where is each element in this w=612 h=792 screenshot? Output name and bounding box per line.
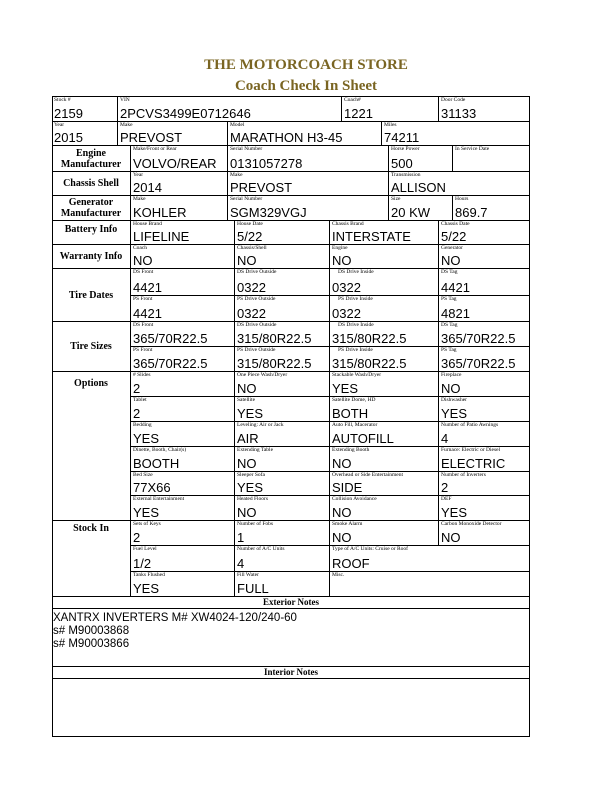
dinette-cell[interactable] [130, 446, 234, 471]
fireplace-label: Fireplace [441, 372, 462, 378]
chassis-make-cell[interactable] [227, 171, 388, 195]
miles-label: Miles [384, 122, 397, 128]
collision-avoidance-cell[interactable] [329, 495, 438, 520]
door-value: 31133 [441, 106, 477, 121]
ts-ds-tag-cell[interactable] [438, 321, 530, 346]
inverters-value: 2 [441, 480, 449, 495]
year-cell[interactable] [52, 121, 117, 145]
heated-floors-cell[interactable] [234, 495, 329, 520]
chassis-date-label: Chassis Date [441, 221, 470, 227]
ts-ds-front-cell[interactable] [130, 321, 234, 346]
td-ps-front-label: PS Front [133, 296, 153, 302]
warranty-coach-cell[interactable] [130, 244, 234, 268]
generator-make-value: KOHLER [133, 205, 187, 220]
bed-size-cell[interactable] [130, 471, 234, 495]
awnings-cell[interactable] [438, 421, 530, 446]
chassis-year-value: 2014 [133, 180, 162, 195]
fuel-level-cell[interactable] [130, 545, 234, 571]
td-ds-drive-out-label: DS Drive Outside [237, 269, 277, 275]
ts-ps-tag-value: 365/70R22.5 [441, 356, 516, 371]
ts-ps-tag-cell[interactable] [438, 346, 530, 371]
tablet-cell[interactable] [130, 396, 234, 421]
generator-hours-value: 869.7 [455, 205, 488, 220]
make-cell[interactable] [117, 121, 227, 145]
td-ds-front-cell[interactable] [130, 268, 234, 295]
keys-value: 2 [133, 530, 141, 545]
td-ds-drive-out-cell[interactable] [234, 268, 329, 295]
autofill-cell[interactable] [329, 421, 438, 446]
slides-label: # Slides [133, 372, 151, 378]
awnings-label: Number of Patio Awnings [441, 422, 499, 428]
satellite-label: Satellite [237, 397, 256, 403]
warranty-coach-value: NO [133, 253, 153, 268]
store-name: THE MOTORCOACH STORE [204, 57, 408, 73]
satellite-dome-value: BOTH [332, 406, 369, 421]
def-value: YES [441, 505, 468, 520]
warranty-generator-cell[interactable] [438, 244, 530, 268]
leveling-label: Leveling: Air or Jack [237, 422, 284, 428]
ac-type-label: Type of A/C Units: Cruise or Roof [332, 546, 409, 552]
ts-ds-drive-in-cell[interactable] [329, 321, 438, 346]
ts-ps-tag-label: PS Tag [441, 347, 457, 353]
keys-cell[interactable] [130, 520, 234, 545]
ts-ds-drive-in-label: DS Drive Inside [338, 322, 374, 328]
exterior-note-line: s# M90003866 [53, 638, 130, 650]
in-service-date-label: In Service Date [455, 146, 490, 152]
fireplace-value: NO [441, 381, 461, 396]
house-brand-value: LIFELINE [133, 229, 190, 244]
ts-ps-drive-in-value: 315/80R22.5 [332, 356, 407, 371]
ts-ps-front-label: PS Front [133, 347, 153, 353]
bedding-label: Bedding [133, 422, 152, 428]
leveling-value: AIR [237, 431, 259, 446]
satellite-dome-label: Satellite Dome, HD [332, 397, 376, 403]
stock-number-cell[interactable] [52, 96, 117, 121]
stackable-cell[interactable] [329, 371, 438, 396]
ac-units-cell[interactable] [234, 545, 329, 571]
battery-section-label: Battery Info [52, 220, 130, 244]
generator-serial-value: SGM329VGJ [230, 205, 307, 220]
satellite-dome-cell[interactable] [329, 396, 438, 421]
collision-avoidance-value: NO [332, 505, 352, 520]
autofill-label: Auto Fill, Macerator [332, 422, 378, 428]
tire-sizes-section-label: Tire Sizes [52, 321, 130, 371]
fobs-cell[interactable] [234, 520, 329, 545]
stock-value: 2159 [54, 106, 83, 121]
house-date-label: House Date [237, 221, 263, 227]
in-service-date-cell[interactable] [452, 145, 530, 171]
coach-label: Coach# [344, 97, 361, 103]
options-section-label: Options [52, 371, 130, 520]
tablet-value: 2 [133, 406, 141, 421]
satellite-value: YES [237, 406, 264, 421]
entertainment-position-value: SIDE [332, 480, 363, 495]
house-brand-cell[interactable] [130, 220, 234, 244]
autofill-value: AUTOFILL [332, 431, 394, 446]
misc-cell[interactable] [329, 571, 530, 596]
door-code-cell[interactable] [438, 96, 530, 121]
engine-serial-cell[interactable] [227, 145, 388, 171]
model-value: MARATHON H3-45 [230, 130, 343, 145]
fobs-label: Number of Fobs [237, 521, 274, 527]
generator-hours-label: Hours [455, 196, 469, 202]
chassis-make-value: PREVOST [230, 180, 293, 195]
house-brand-label: House Brand [133, 221, 162, 227]
smoke-alarm-value: NO [332, 530, 352, 545]
tire-dates-section-label: Tire Dates [52, 268, 130, 321]
generator-size-label: Size [391, 196, 401, 202]
chassis-brand-label: Chassis Brand [332, 221, 364, 227]
smoke-alarm-cell[interactable] [329, 520, 438, 545]
tanks-flushed-value: YES [133, 581, 160, 596]
sleeper-sofa-cell[interactable] [234, 471, 329, 495]
warranty-coach-label: Coach [133, 245, 148, 251]
furnace-value: ELECTRIC [441, 456, 506, 471]
bedding-value: YES [133, 431, 160, 446]
stock-label: Stock # [54, 97, 71, 103]
horse-power-value: 500 [391, 156, 413, 171]
fill-water-cell[interactable] [234, 571, 329, 596]
td-ds-drive-in-value: 0322 [332, 280, 361, 295]
td-ds-tag-value: 4421 [441, 280, 470, 295]
collision-avoidance-label: Collision Avoidance [332, 496, 377, 502]
generator-hours-cell[interactable] [452, 195, 530, 220]
extending-table-label: Extending Table [237, 447, 274, 453]
inverters-cell[interactable] [438, 471, 530, 495]
warranty-shell-label: Chassis/Shell [237, 245, 267, 251]
td-ps-front-cell[interactable] [130, 295, 234, 321]
keys-label: Sets of Keys [133, 521, 161, 527]
td-ds-drive-out-value: 0322 [237, 280, 266, 295]
fill-water-label: Fill Water [237, 572, 259, 578]
chassis-section-label: Chassis Shell [52, 171, 130, 195]
generator-make-cell[interactable] [130, 195, 227, 220]
ac-units-label: Number of A/C Units [237, 546, 285, 552]
misc-label: Misc. [332, 572, 345, 578]
exterior-note-line: s# M90003868 [53, 625, 130, 637]
td-ds-drive-in-cell[interactable] [329, 268, 438, 295]
fill-water-value: FULL [237, 581, 269, 596]
fireplace-cell[interactable] [438, 371, 530, 396]
warranty-engine-label: Engine [332, 245, 348, 251]
generator-serial-label: Serial Number [230, 196, 263, 202]
year-label: Year [54, 122, 65, 128]
warranty-generator-label: Generator [441, 245, 463, 251]
generator-make-label: Make [133, 196, 146, 202]
def-cell[interactable] [438, 495, 530, 520]
engine-make-cell[interactable] [130, 145, 227, 171]
ts-ps-front-value: 365/70R22.5 [133, 356, 208, 371]
tanks-flushed-cell[interactable] [130, 571, 234, 596]
td-ds-tag-cell[interactable] [438, 268, 530, 295]
td-ps-tag-label: PS Tag [441, 296, 457, 302]
heated-floors-label: Heated Floors [237, 496, 269, 502]
ts-ds-front-label: DS Front [133, 322, 154, 328]
ac-type-value: ROOF [332, 556, 370, 571]
dishwasher-value: YES [441, 406, 468, 421]
house-date-cell[interactable] [234, 220, 329, 244]
td-ps-front-value: 4421 [133, 306, 162, 321]
generator-size-cell[interactable] [388, 195, 452, 220]
fuel-level-label: Fuel Level [133, 546, 157, 552]
td-ds-drive-in-label: DS Drive Inside [338, 269, 374, 275]
furnace-label: Furnace: Electric or Diesel [441, 447, 501, 453]
ac-units-value: 4 [237, 556, 245, 571]
transmission-label: Transmission [391, 172, 421, 178]
ts-ds-drive-in-value: 315/80R22.5 [332, 331, 407, 346]
coach-value: 1221 [344, 106, 373, 121]
ts-ps-drive-out-label: PS Drive Outside [237, 347, 276, 353]
coach-number-cell[interactable] [341, 96, 438, 121]
extending-booth-cell[interactable] [329, 446, 438, 471]
extending-booth-label: Extending Booth [332, 447, 370, 453]
td-ps-drive-in-value: 0322 [332, 306, 361, 321]
engine-make-value: VOLVO/REAR [133, 156, 217, 171]
engine-make-label: Make/Front or Rear [133, 146, 177, 152]
year-value: 2015 [54, 130, 83, 145]
def-label: DEF [441, 496, 452, 502]
engine-serial-label: Serial Number [230, 146, 263, 152]
miles-value: 74211 [384, 130, 420, 145]
chassis-date-value: 5/22 [441, 229, 467, 244]
horse-power-cell[interactable] [388, 145, 452, 171]
stackable-label: Stackable Wash/Dryer [332, 372, 382, 378]
exterior-note-line: XANTRX INVERTERS M# XW4024-120/240-60 [53, 612, 297, 624]
miles-cell[interactable] [381, 121, 530, 145]
make-value: PREVOST [120, 130, 183, 145]
external-entertainment-label: External Entertainment [133, 496, 185, 502]
house-date-value: 5/22 [237, 229, 263, 244]
td-ps-drive-in-label: PS Drive Inside [338, 296, 373, 302]
tablet-label: Tablet [133, 397, 147, 403]
sleeper-sofa-label: Sleeper Sofa [237, 472, 265, 478]
chassis-year-cell[interactable] [130, 171, 227, 195]
smoke-alarm-label: Smoke Alarm [332, 521, 363, 527]
tanks-flushed-label: Tanks Flushed [133, 572, 165, 578]
dishwasher-label: Dishwasher [441, 397, 467, 403]
furnace-cell[interactable] [438, 446, 530, 471]
td-ps-drive-out-value: 0322 [237, 306, 266, 321]
bedding-cell[interactable] [130, 421, 234, 446]
td-ps-drive-out-label: PS Drive Outside [237, 296, 276, 302]
ts-ps-drive-out-cell[interactable] [234, 346, 329, 371]
ts-ds-front-value: 365/70R22.5 [133, 331, 208, 346]
chassis-make-label: Make [230, 172, 243, 178]
horse-power-label: Horse Power [391, 146, 420, 152]
washer-label: One Piece Wash/Dryer [237, 372, 288, 378]
td-ds-front-label: DS Front [133, 269, 154, 275]
dinette-label: Dinette, Booth, Chair(s) [133, 447, 187, 453]
entertainment-position-label: Overhead or Side Entertainment [332, 472, 404, 478]
model-cell[interactable] [227, 121, 381, 145]
chassis-date-cell[interactable] [438, 220, 530, 244]
leveling-cell[interactable] [234, 421, 329, 446]
warranty-shell-value: NO [237, 253, 257, 268]
bed-size-label: Bed Size [133, 472, 153, 478]
warranty-shell-cell[interactable] [234, 244, 329, 268]
dinette-value: BOOTH [133, 456, 180, 471]
satellite-cell[interactable] [234, 396, 329, 421]
dishwasher-cell[interactable] [438, 396, 530, 421]
engine-section-label: Engine Manufacturer [52, 145, 130, 171]
fuel-level-value: 1/2 [133, 556, 152, 571]
td-ps-tag-cell[interactable] [438, 295, 530, 321]
vin-value: 2PCVS3499E0712646 [120, 106, 251, 121]
stackable-value: YES [332, 381, 359, 396]
warranty-section-label: Warranty Info [52, 244, 130, 268]
warranty-engine-cell[interactable] [329, 244, 438, 268]
generator-size-value: 20 KW [391, 205, 431, 220]
td-ps-drive-out-cell[interactable] [234, 295, 329, 321]
door-label: Door Code [441, 97, 466, 103]
chassis-brand-cell[interactable] [329, 220, 438, 244]
td-ds-tag-label: DS Tag [441, 269, 458, 275]
warranty-generator-value: NO [441, 253, 461, 268]
stock-in-section-label: Stock In [52, 520, 130, 596]
external-entertainment-cell[interactable] [130, 495, 234, 520]
exterior-notes-field[interactable] [52, 608, 530, 664]
co-detector-label: Carbon Monoxide Detector [441, 521, 502, 527]
td-ds-front-value: 4421 [133, 280, 162, 295]
ts-ds-drive-out-value: 315/80R22.5 [237, 331, 312, 346]
inverters-label: Number of Inverters [441, 472, 486, 478]
model-label: Model [230, 122, 245, 128]
slides-cell[interactable] [130, 371, 234, 396]
make-label: Make [120, 122, 133, 128]
entertainment-position-cell[interactable] [329, 471, 438, 495]
extending-table-cell[interactable] [234, 446, 329, 471]
washer-cell[interactable] [234, 371, 329, 396]
vin-label: VIN [120, 97, 130, 103]
chassis-brand-value: INTERSTATE [332, 229, 411, 244]
awnings-value: 4 [441, 431, 449, 446]
ts-ps-drive-out-value: 315/80R22.5 [237, 356, 312, 371]
sheet-title: Coach Check In Sheet [234, 78, 378, 94]
external-entertainment-value: YES [133, 505, 160, 520]
washer-value: NO [237, 381, 257, 396]
engine-serial-value: 0131057278 [230, 156, 303, 171]
fobs-value: 1 [237, 530, 245, 545]
generator-serial-cell[interactable] [227, 195, 388, 220]
extending-table-value: NO [237, 456, 257, 471]
warranty-engine-value: NO [332, 253, 352, 268]
co-detector-cell[interactable] [438, 520, 530, 545]
sleeper-sofa-value: YES [237, 480, 264, 495]
check-in-form [52, 96, 530, 737]
ts-ds-tag-label: DS Tag [441, 322, 458, 328]
ts-ps-drive-in-cell[interactable] [329, 346, 438, 371]
exterior-notes-header: Exterior Notes [52, 596, 530, 608]
co-detector-value: NO [441, 530, 461, 545]
ts-ps-front-cell[interactable] [130, 346, 234, 371]
extending-booth-value: NO [332, 456, 352, 471]
transmission-cell[interactable] [388, 171, 530, 195]
ts-ds-drive-out-label: DS Drive Outside [237, 322, 277, 328]
ts-ds-drive-out-cell[interactable] [234, 321, 329, 346]
td-ps-drive-in-cell[interactable] [329, 295, 438, 321]
transmission-value: ALLISON [391, 180, 446, 195]
ts-ps-drive-in-label: PS Drive Inside [338, 347, 373, 353]
bed-size-value: 77X66 [133, 480, 171, 495]
ac-type-cell[interactable] [329, 545, 530, 571]
interior-notes-header: Interior Notes [52, 666, 530, 678]
generator-section-label: Generator Manufacturer [52, 195, 130, 220]
slides-value: 2 [133, 381, 141, 396]
ts-ds-tag-value: 365/70R22.5 [441, 331, 516, 346]
vin-cell[interactable] [117, 96, 341, 121]
chassis-year-label: Year [133, 172, 144, 178]
interior-notes-field[interactable] [52, 678, 530, 737]
td-ps-tag-value: 4821 [441, 306, 470, 321]
heated-floors-value: NO [237, 505, 257, 520]
